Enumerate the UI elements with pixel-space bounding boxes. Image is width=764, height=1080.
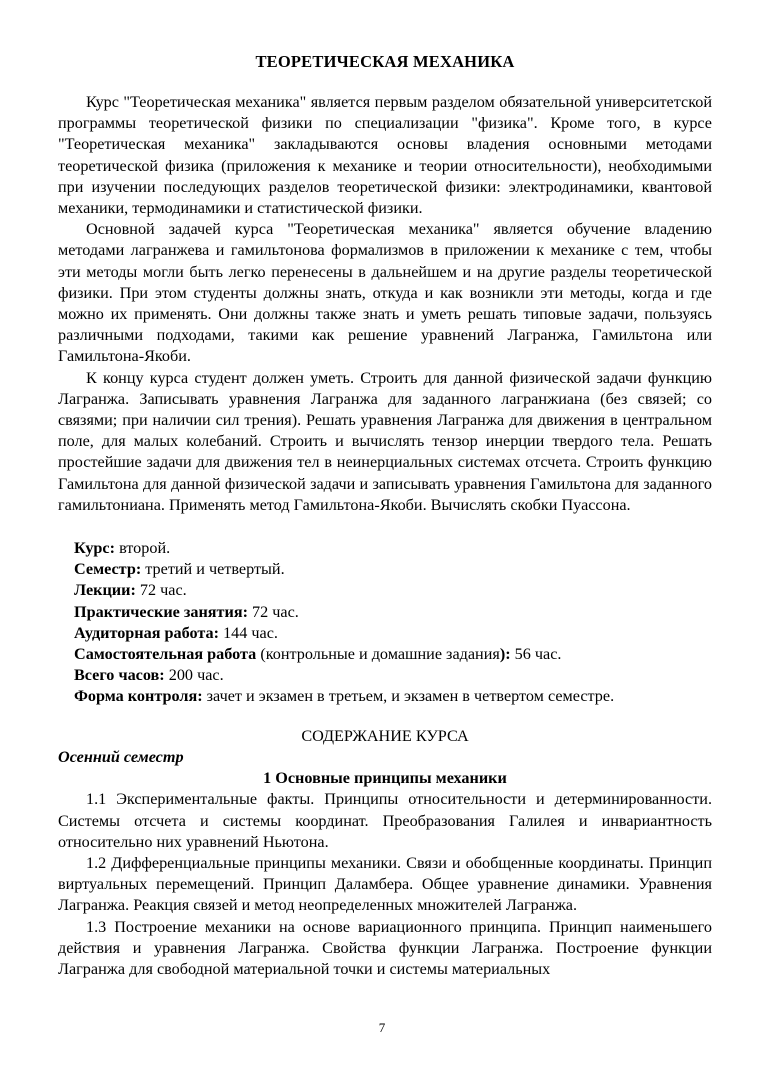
course-info-block (58, 538, 712, 708)
info-classroom: Аудиторная работа: 144 час. (74, 623, 278, 642)
info-total-hours: Всего часов: 200 час. (74, 666, 224, 685)
info-semester: Семестр: третий и четвертый. (74, 560, 285, 579)
info-course: Курс: второй. (74, 539, 171, 558)
document-page (58, 52, 712, 980)
info-lectures: Лекции: 72 час. (74, 581, 187, 600)
section-title: 1 Основные принципы механики (263, 769, 507, 788)
semester-heading: Осенний семестр (58, 747, 184, 766)
info-assessment: Форма контроля: зачет и экзамен в третьем, и экзамен в четвертом семестре. (74, 687, 615, 706)
info-self-study: Самостоятельная работа (контрольные и домашние задания): 56 час. (74, 645, 562, 664)
content-item-1-3: 1.3 Построение механики на основе вариационного принципа. Принцип наименьшего действия и уравнения Лагранжа. Свойства функции Лагранжа. Построение функции Лагранжа для свободной материальной точки и системы материальных (58, 917, 712, 978)
content-item-1-2: 1.2 Дифференциальные принципы механики. Связи и обобщенные координаты. Принцип виртуальных перемещений. Принцип Даламбера. Общее уравнение динамики. Уравнения Лагранжа. Реакция связей и метод неопределенных множителей Лагранжа. (58, 853, 712, 915)
content-item-1-1: 1.1 Экспериментальные факты. Принципы относительности и детерминированности. Системы отсчета и системы координат. Преобразования Галилея и инвариантность относительно них уравнений Ньютона. (58, 790, 712, 851)
intro-paragraph-1: Курс "Теоретическая механика" является первым разделом обязательной университетской программы теоретической физики по специализации "физика". Кроме того, в курсе "Теоретическая механика" закладываются основы владения основными методами теоретической физика (приложения к механике и теории относительности), необходимыми при изучении последующих разделов теоретической физики: электродинамики, квантовой механики, термодинамики и статистической физики. (58, 93, 712, 218)
page-number: 7 (378, 1020, 386, 1035)
contents-heading: СОДЕРЖАНИЕ КУРСА (301, 726, 469, 745)
document-title: ТЕОРЕТИЧЕСКАЯ МЕХАНИКА (255, 52, 515, 71)
intro-paragraph-2: Основной задачей курса "Теоретическая механика" является обучение владению методами лагранжева и гамильтонова формализмов в приложении к механике с тем, чтобы эти методы могли быть легко перенесены в дальнейшем и на другие разделы теоретической физики. При этом студенты должны знать, откуда и как возникли эти методы, когда и где можно их применять. Они должны также знать и уметь решать типовые задачи, пользуясь различными подходами, такими как решение уравнений Лагранжа, Гамильтона или Гамильтона-Якоби. (58, 220, 712, 366)
info-practice: Практические занятия: 72 час. (74, 602, 299, 621)
intro-paragraph-3: К концу курса студент должен уметь. Строить для данной физической задачи функцию Лагранжа. Записывать уравнения Лагранжа для заданного лагранжиана (без связей; со связями; при наличии сил трения). Решать уравнения Лагранжа для движения в центральном поле, для малых колебаний. Строить и вычислять тензор инерции твердого тела. Решать простейшие задачи для движения тел в неинерциальных системах отсчета. Строить функцию Гамильтона для данной физической задачи и записывать уравнения Гамильтона для заданного гамильтониана. Применять метод Гамильтона-Якоби. Вычислять скобки Пуассона. (58, 368, 712, 514)
